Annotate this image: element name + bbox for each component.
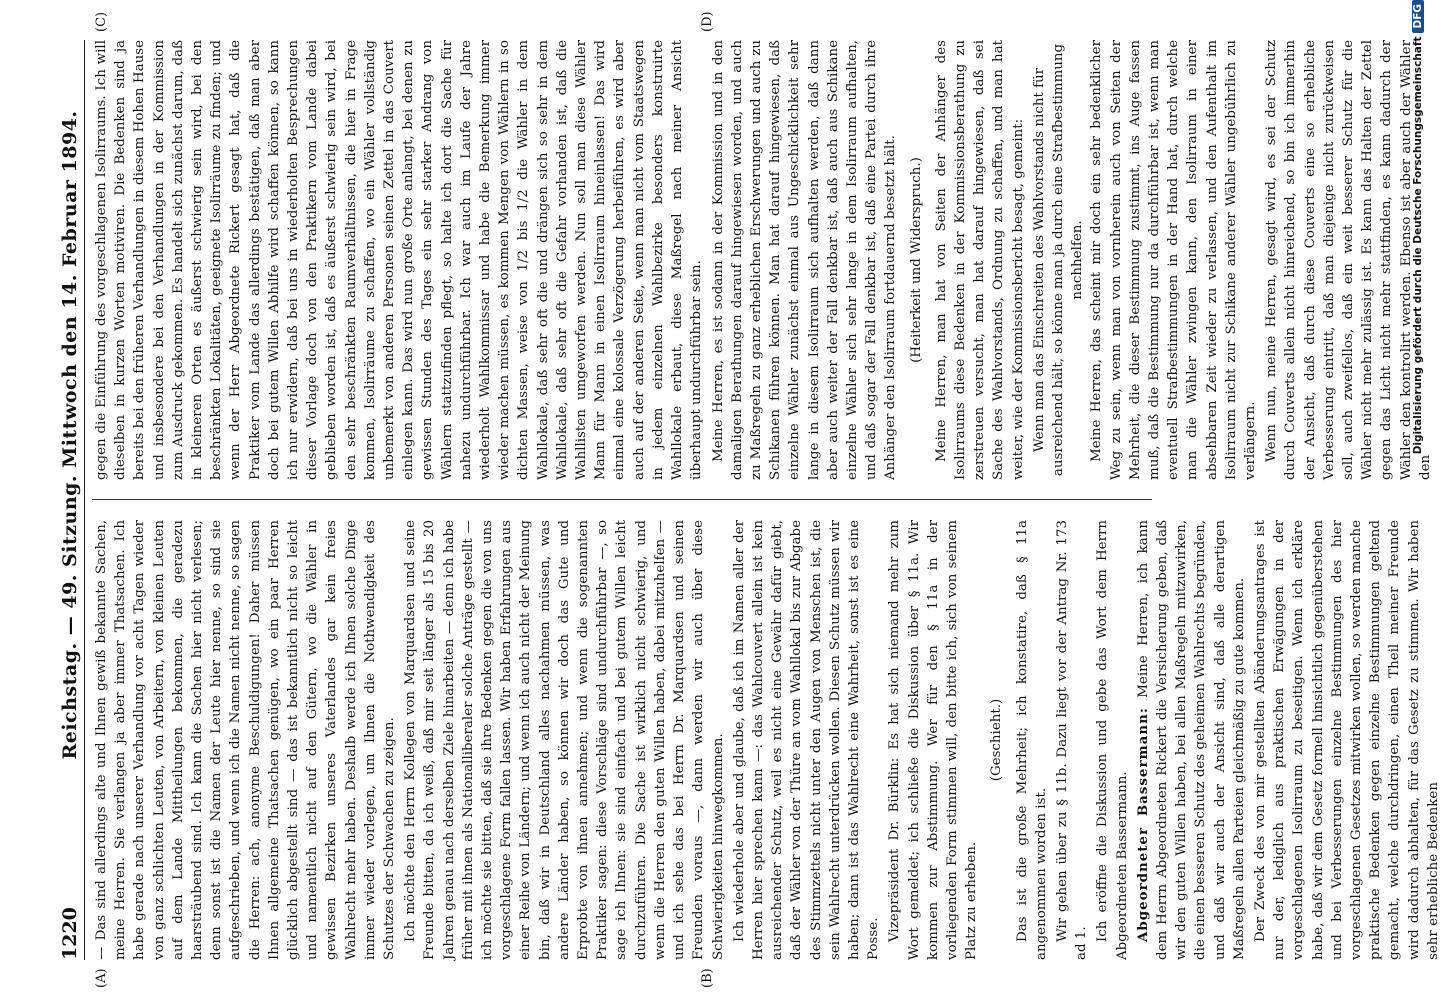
paragraph: Vizepräsident Dr. Bürklin: Es hat sich niemand mehr zum Wort gemeldet; ich schließe die Diskussion über § 11a. Wir kommen zur Abstimmung. Wer für den § 11a in der vorliegenden Form stimmen will, den bitte ich, sich von seinem Platz zu erheben. — [887, 520, 980, 960]
speech-text: Meine Herren, ich kann dem Herrn Abgeordneten Rickert die Versicherung geben, daß wir den guten Willen haben, bei allen Maßregeln mitzuwirken, die einen besseren Schutz des geheimen Wahlrechts begründen, und daß wir auch der Ansicht sind, daß alle derartigen Maßregeln allen Parteien gleichmäßig zu gute kommen. — [1135, 520, 1247, 960]
margin-mark-b: (B) — [700, 968, 715, 988]
paragraph: Der Zweck des von mir gestellten Abänderungsantrages ist nur der, lediglich aus praktischen Erwägungen in der vorgeschlagenen Isolirraum zu beseitigen. Wenn ich erkläre habe, daß wir dem Gesetz formell hinsichtlich gegenüberstehen und bei Verbesserungen einzelne Bestimmungen des hier vorgeschlagenen Gesetzes mitwirken wollen, so werden manche praktische Bedenken gegen einzelne Bestimmungen geltend gemacht, welche durchdringen, einen Theil meiner Freunde wird dadurch abhalten, für das Gesetz zu stimmen. Wir haben sehr erhebliche Bedenken — [1252, 520, 1441, 960]
quotation: Wenn man das Einschreiten des Wahlvorstands nicht für ausreichend hält, so könne man ja durch eine Strafbestimmung nachhelfen. — [1031, 43, 1086, 477]
margin-mark-d: (D) — [700, 11, 715, 32]
paragraph: Meine Herren, es ist sodann in der Kommission und in den damaligen Berathungen darauf hingewiesen worden, und auch zu Maßregeln zu ganz erheblichen Erschwerungen und auch zu Schikanen führen können. Man hat darauf hingewiesen, daß einzelne Wähler zunächst einmal aus Ungeschicklichkeit sehr lange in diesem Isolirraum sich aufhalten werden, daß dann aber auch weiter der Fall denkbar ist, daß auch aus Schikane einzelne Wähler sich sehr lange in dem Isolirraum aufhalten, und daß sogar der Fall denkbar ist, daß eine Partei durch ihre Anhänger den Isolirraum fortdauernd besetzt hält. — [710, 40, 899, 480]
margin-mark-c: (C) — [94, 11, 109, 32]
dfg-logo: DFG — [1412, 0, 1424, 33]
paragraph: Wenn nun, meine Herren, gesagt wird, es sei der Schutz durch Couverts allein nicht hinreichend, so bin ich immerhin der Ansicht, daß durch diese Couverts eine so erhebliche Verbesserung eintritt, daß man diejenige nicht zurückweisen soll, auch zweifellos, daß ein weit besserer Schutz für die Wähler nicht mehr zulässig ist. Es kann das Halten der Zettel gegen das Licht nicht mehr stattfinden, es kann dadurch der Wähler den kontrolirt werden. Ebenso ist aber auch der Wähler den — [1264, 40, 1433, 480]
credit-text: Digitalisierung gefördert durch die Deutsche Forschungsgemeinschaft — [1412, 36, 1424, 455]
page-number: 1220 — [59, 907, 81, 960]
margin-mark-a: (A) — [94, 968, 109, 988]
paragraph: Das ist die große Mehrheit; ich konstatire, daß § 11a angenommen worden ist. — [1014, 520, 1049, 960]
left-column — [92, 520, 1441, 960]
paragraph: Ich wiederhole aber und glaube, daß ich im Namen aller der Herren hier sprechen kann —: das Wahlcouvert allein ist kein ausreichender Schutz, weil es nicht eine Gewähr dafür giebt, daß der Wähler von der Thüre an vom Wahllokal bis zur Abgabe des Stimmzettels nicht unter den Augen von Menschen ist, die sein Wahlrecht unterdrücken wollen. Diesen Schutz müssen wir haben; dann ist das Wahlrecht eine Wahrheit, sonst ist es eine Posse. — [731, 520, 882, 960]
paragraph: Ich möchte den Herrn Kollegen von Marquardsen und seine Freunde bitten, da ich weiß, daß mir seit länger als 15 bis 20 Jahren genau nach derselben Ziele hinarbeiten — denn ich habe früher mit ihnen als Nationalliberaler solche Anträge gestellt — ich möchte sie bitten, daß sie ihre Bedenken gegen die von uns vorgeschlagene Form fallen lassen. Wir haben Erfahrungen aus einer Reihe von Ländern; und wenn ich auch nicht der Meinung bin, daß wir in Deutschland alles nachahmen müssen, was andere Länder haben, so können wir doch das Gute und Erprobte von ihnen annehmen; und wenn die sogenannten Praktiker sagen: diese Vorschläge sind undurchführbar —, so sage ich Ihnen: sie sind einfach und bei gutem Willen leicht durchzuführen. Die Sache ist wirklich nicht schwierig, und wenn die Herren den guten Willen haben, dabei mitzuhelfen — und ich sehe das bei Herrn Dr. Marquardsen und seinen Freunden voraus —, dann werden wir auch über diese Schwierigkeiten hinwegkommen. — [403, 520, 726, 960]
paragraph: Ich eröffne die Diskussion und gebe das Wort dem Herrn Abgeordneten Bassermann. — [1095, 520, 1130, 960]
paragraph: gegen die Einführung des vorgeschlagenen Isolirraums. Ich will dieselben in kurzen Worten motiviren. Die Bedenken sind ja bereits bei den früheren Verhandlungen in diesem Hohen Hause und insbesondere bei den Verhandlungen in der Kommission zum Ausdruck gekommen. Es handelt sich zunächst darum, daß in kleineren Orten es äußerst schwierig sein wird, bei den beschränkten Lokalitäten, geeignete Isolirräume zu finden; und wenn der Herr Abgeordnete Rickert gesagt hat, daß die Praktiker vom Lande das allerdings bestätigen, daß man aber doch bei gutem Willen Abhilfe wird schaffen können, so kann ich nur erwidern, daß bei uns in wiederholten Besprechungen dieser Vorlage doch von den Praktikern vom Lande dabei geblieben worden ist, daß es äußerst schwierig sein wird, bei den sehr beschränkten Raumverhältnissen, die hier in Frage kommen, Isolirräume zu schaffen, wo ein Wähler vollständig unbemerkt von anderen Personen seinen Zettel in das Couvert einlegen kann. Das wird nun große Orte anlangt, bei denen zu gewissen Stunden des Tages ein sehr starker Andrang von Wählern stattzufinden pflegt, so halte ich dort die Sache für nahezu undurchführbar. Ich war auch im Laufe der Jahre wiederholt Wahlkommissar und habe die Bemerkung immer wieder machen müssen, es kommen Mengen von Wählern in so dichten Massen, weise von 1/2 bis 1/2 die Wähler in dem Wahllokale, daß sehr oft die und drängen sich so sehr in dem Wahllokale, daß sehr oft die Gefahr vorhanden ist, daß die Wahllisten umgeworfen werden. Nun soll man diese Wähler Mann für Mann in einen Isolirraum hineinlassen! Das wird einmal eine kolossale Verzögerung herbeiführen, es wird aber auch auf der anderen Seite, wenn man nicht vom Staatswegen in jedem einzelnen Wahlbezirke besonders konstruirte Wahllokale erbaut, diese Maßregel nach meiner Ansicht überhaupt undurchführbar sein. — [94, 40, 705, 480]
paragraph — [1134, 520, 1249, 960]
page-header — [58, 40, 85, 960]
running-title: Reichstag. — 49. Sitzung. Mittwoch den 14. Februar 1894. — [59, 110, 81, 760]
paragraph: Meine Herren, man hat von Seiten der Anhänger des Isolirraums diese Bedenken in der Kommissionsberathung zu zerstreuen versucht, man hat darauf hingewiesen, daß sei Sache des Wahlvorstands, Ordnung zu schaffen, und man hat weiter, wie der Kommissionsbericht besagt, gemeint: — [933, 40, 1026, 480]
stage-direction: (Heiterkeit und Widerspruch.) — [908, 157, 924, 363]
speaker-name: Abgeordneter Bassermann: — [1134, 707, 1151, 942]
stage-direction: (Geschieht.) — [989, 698, 1005, 782]
paragraph: — Das sind allerdings alte und Ihnen gewiß bekannte Sachen, meine Herren. Sie verlangen ja aber immer Thatsachen. Ich habe gerade nach unserer Verhandlung vor acht Tagen wieder von ganz schlichten Leuten, von Arbeitern, von kleinen Leuten auf dem Lande Mittheilungen bekommen, die geradezu haarsträubend sind. Ich kann die Sachen hier nicht verlesen; denn sonst ist die Namen der Leute hier nenne, so sind sie aufgeschrieben, und wenn ich die Namen nicht nenne, so sagen die Herren: ach, anonyme Beschuldigungen! Daher müssen Ihnen allgemeine Thatsachen genügen, wo ein paar Herren glücklich abgestellt sind — das ist bekanntlich nicht so leicht und namentlich nicht auf den Gütern, wo die Wähler in gewissen Bezirken unseres Vaterlandes gar kein freies Wahlrecht mehr haben. Deshalb werde ich Ihnen solche Dinge immer wieder vorlegen, um Ihnen die Nothwendigkeit des Schutzes der Schwachen zu zeigen. — [94, 520, 398, 960]
digitization-credit — [1412, 0, 1428, 1000]
paragraph: Meine Herren, das scheint mir doch ein sehr bedenklicher Weg zu sein, wenn man von vornherein auch von Seiten der Mehrheit, die dieser Bestimmung zustimmt, ins Auge fassen muß, daß die Bestimmung nur da durchführbar ist, wenn man eventuell Strafbestimmungen in der Hand hat, durch welche man die Wähler zwingen kann, den Isolirraum in einer absehbaren Zeit wieder zu verlassen, und den Aufenthalt im Isolirraum nicht zur Schikane anderer Wähler ungebührlich zu verlängern. — [1089, 40, 1258, 480]
paragraph: Wir gehen über zu § 11b. Dazu liegt vor der Antrag Nr. 173 ad 1. — [1054, 520, 1090, 960]
column-divider — [92, 499, 1152, 500]
